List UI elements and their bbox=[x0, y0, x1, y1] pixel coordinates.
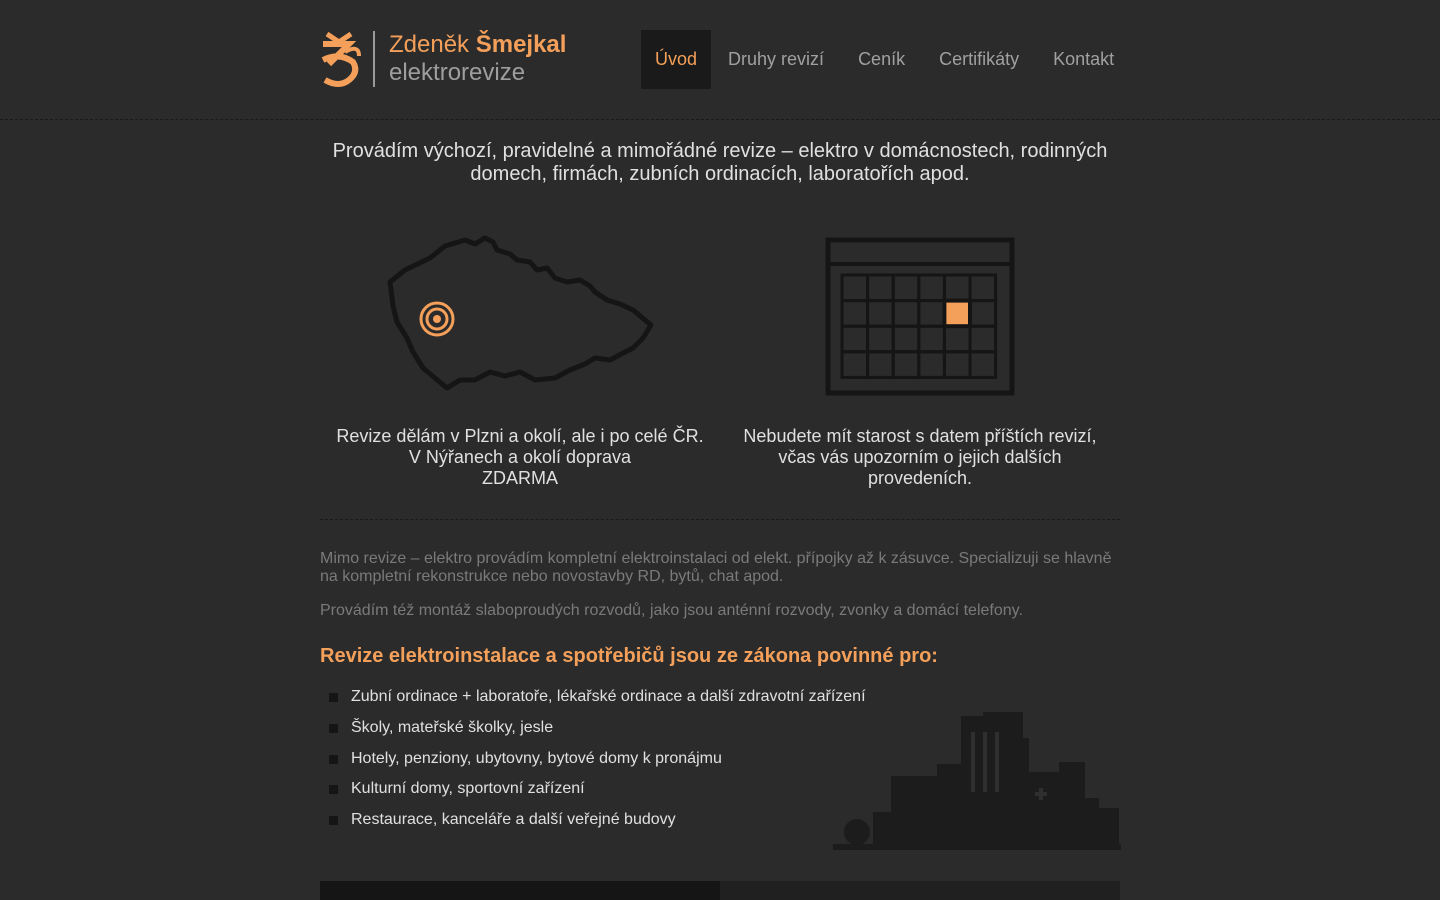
bullet-icon bbox=[329, 816, 338, 825]
calendar-highlight-day bbox=[944, 301, 970, 327]
feature-coverage-line3: ZDARMA bbox=[482, 468, 558, 488]
brand-last-name: Šmejkal bbox=[475, 31, 567, 58]
bullet-icon bbox=[329, 724, 338, 733]
nav-item-cenik[interactable]: Ceník bbox=[858, 49, 906, 69]
logo-text bbox=[389, 31, 566, 87]
brand-subtitle: elektrorevize bbox=[389, 59, 526, 86]
calendar-day-cell bbox=[970, 352, 996, 378]
calendar-day-cell bbox=[919, 301, 945, 327]
calendar-day-cell bbox=[868, 352, 894, 378]
list-item-label: Restaurace, kanceláře a další veřejné budovy bbox=[351, 811, 676, 829]
bullet-icon bbox=[329, 755, 338, 764]
calendar-day-cell bbox=[842, 352, 868, 378]
site-logo[interactable] bbox=[319, 29, 599, 89]
list-item-label: Kulturní domy, sportovní zařízení bbox=[351, 780, 585, 798]
calendar-day-cell bbox=[944, 275, 970, 301]
mandatory-revisions-heading: Revize elektroinstalace a spotřebičů jsou ze zákona povinné pro: bbox=[320, 645, 938, 667]
site-header bbox=[0, 0, 1440, 120]
calendar-day-cell bbox=[970, 301, 996, 327]
nav-item-uvod[interactable]: Úvod bbox=[641, 30, 711, 89]
calendar-day-cell bbox=[919, 352, 945, 378]
feature-coverage-text bbox=[320, 426, 720, 489]
list-item-label: Školy, mateřské školky, jesle bbox=[351, 718, 554, 736]
calendar-day-cell bbox=[970, 275, 996, 301]
list-item-label: Hotely, penziony, ubytovny, bytové domy k pronájmu bbox=[351, 749, 722, 767]
list-item bbox=[320, 748, 866, 779]
feature-reminder-text: Nebudete mít starost s datem příštích revizí, včas vás upozorním o jejich dalších provedeních. bbox=[743, 426, 1097, 488]
list-item-label: Zubní ordinace + laboratoře, lékařské ordinace a další zdravotní zařízení bbox=[351, 688, 866, 705]
city-buildings-illustration bbox=[833, 712, 1121, 852]
calendar-day-cell bbox=[919, 326, 945, 352]
section-divider bbox=[320, 519, 1120, 520]
calendar-icon bbox=[825, 237, 1015, 397]
feature-coverage-line2: V Nýřanech a okolí doprava bbox=[408, 447, 632, 467]
list-item bbox=[320, 717, 866, 748]
logo-icon bbox=[319, 30, 361, 88]
calendar-day-cell bbox=[868, 275, 894, 301]
feature-coverage bbox=[320, 230, 720, 488]
calendar-day-cell bbox=[893, 352, 919, 378]
logo-divider bbox=[373, 31, 375, 87]
calendar-day-cell bbox=[893, 275, 919, 301]
intro-text: Provádím výchozí, pravidelné a mimořádné revize – elektro v domácnostech, rodinných domech, firmách, zubních ordinacích, laboratořích apod. bbox=[332, 140, 1108, 185]
calendar-day-cell bbox=[970, 326, 996, 352]
list-item bbox=[320, 809, 866, 840]
calendar-day-cell bbox=[893, 301, 919, 327]
calendar-day-cell bbox=[944, 326, 970, 352]
paragraph-low-voltage: Provádím též montáž slaboproudých rozvodů, jako jsou anténní rozvody, zvonky a domácí telefony. bbox=[320, 602, 1023, 619]
map-pin-icon bbox=[385, 230, 655, 395]
calendar-day-cell bbox=[842, 301, 868, 327]
calendar-day-cell bbox=[919, 275, 945, 301]
nav-item-kontakt[interactable]: Kontakt bbox=[1053, 49, 1115, 69]
calendar-day-cell bbox=[893, 326, 919, 352]
paragraph-installation: Mimo revize – elektro provádím kompletní elektroinstalaci od elekt. přípojky až k zásuvce. Specializuji se hlavně na kompletní rekonstrukce nebo novostavby RD, bytů, chat apod. bbox=[320, 550, 1112, 585]
calendar-day-cell bbox=[944, 352, 970, 378]
footer-band-left bbox=[320, 881, 720, 900]
brand-first-name: Zdeněk bbox=[389, 31, 476, 58]
calendar-day-cell bbox=[868, 326, 894, 352]
nav-item-druhy-revizi[interactable]: Druhy revizí bbox=[728, 49, 825, 69]
nav-item-certifikaty[interactable]: Certifikáty bbox=[939, 49, 1020, 69]
bullet-icon bbox=[329, 785, 338, 794]
calendar-day-cell bbox=[868, 301, 894, 327]
main-nav bbox=[641, 30, 1131, 89]
bullet-icon bbox=[329, 693, 338, 702]
mandatory-list bbox=[320, 686, 866, 840]
brand-name bbox=[389, 31, 566, 59]
feature-coverage-line1: Revize dělám v Plzni a okolí, ale i po celé ČR. bbox=[336, 426, 704, 446]
list-item bbox=[320, 778, 866, 809]
list-item bbox=[320, 686, 866, 717]
calendar-day-cell bbox=[842, 326, 868, 352]
calendar-day-cell bbox=[842, 275, 868, 301]
footer-band bbox=[320, 881, 1120, 900]
feature-reminder bbox=[720, 230, 1120, 488]
